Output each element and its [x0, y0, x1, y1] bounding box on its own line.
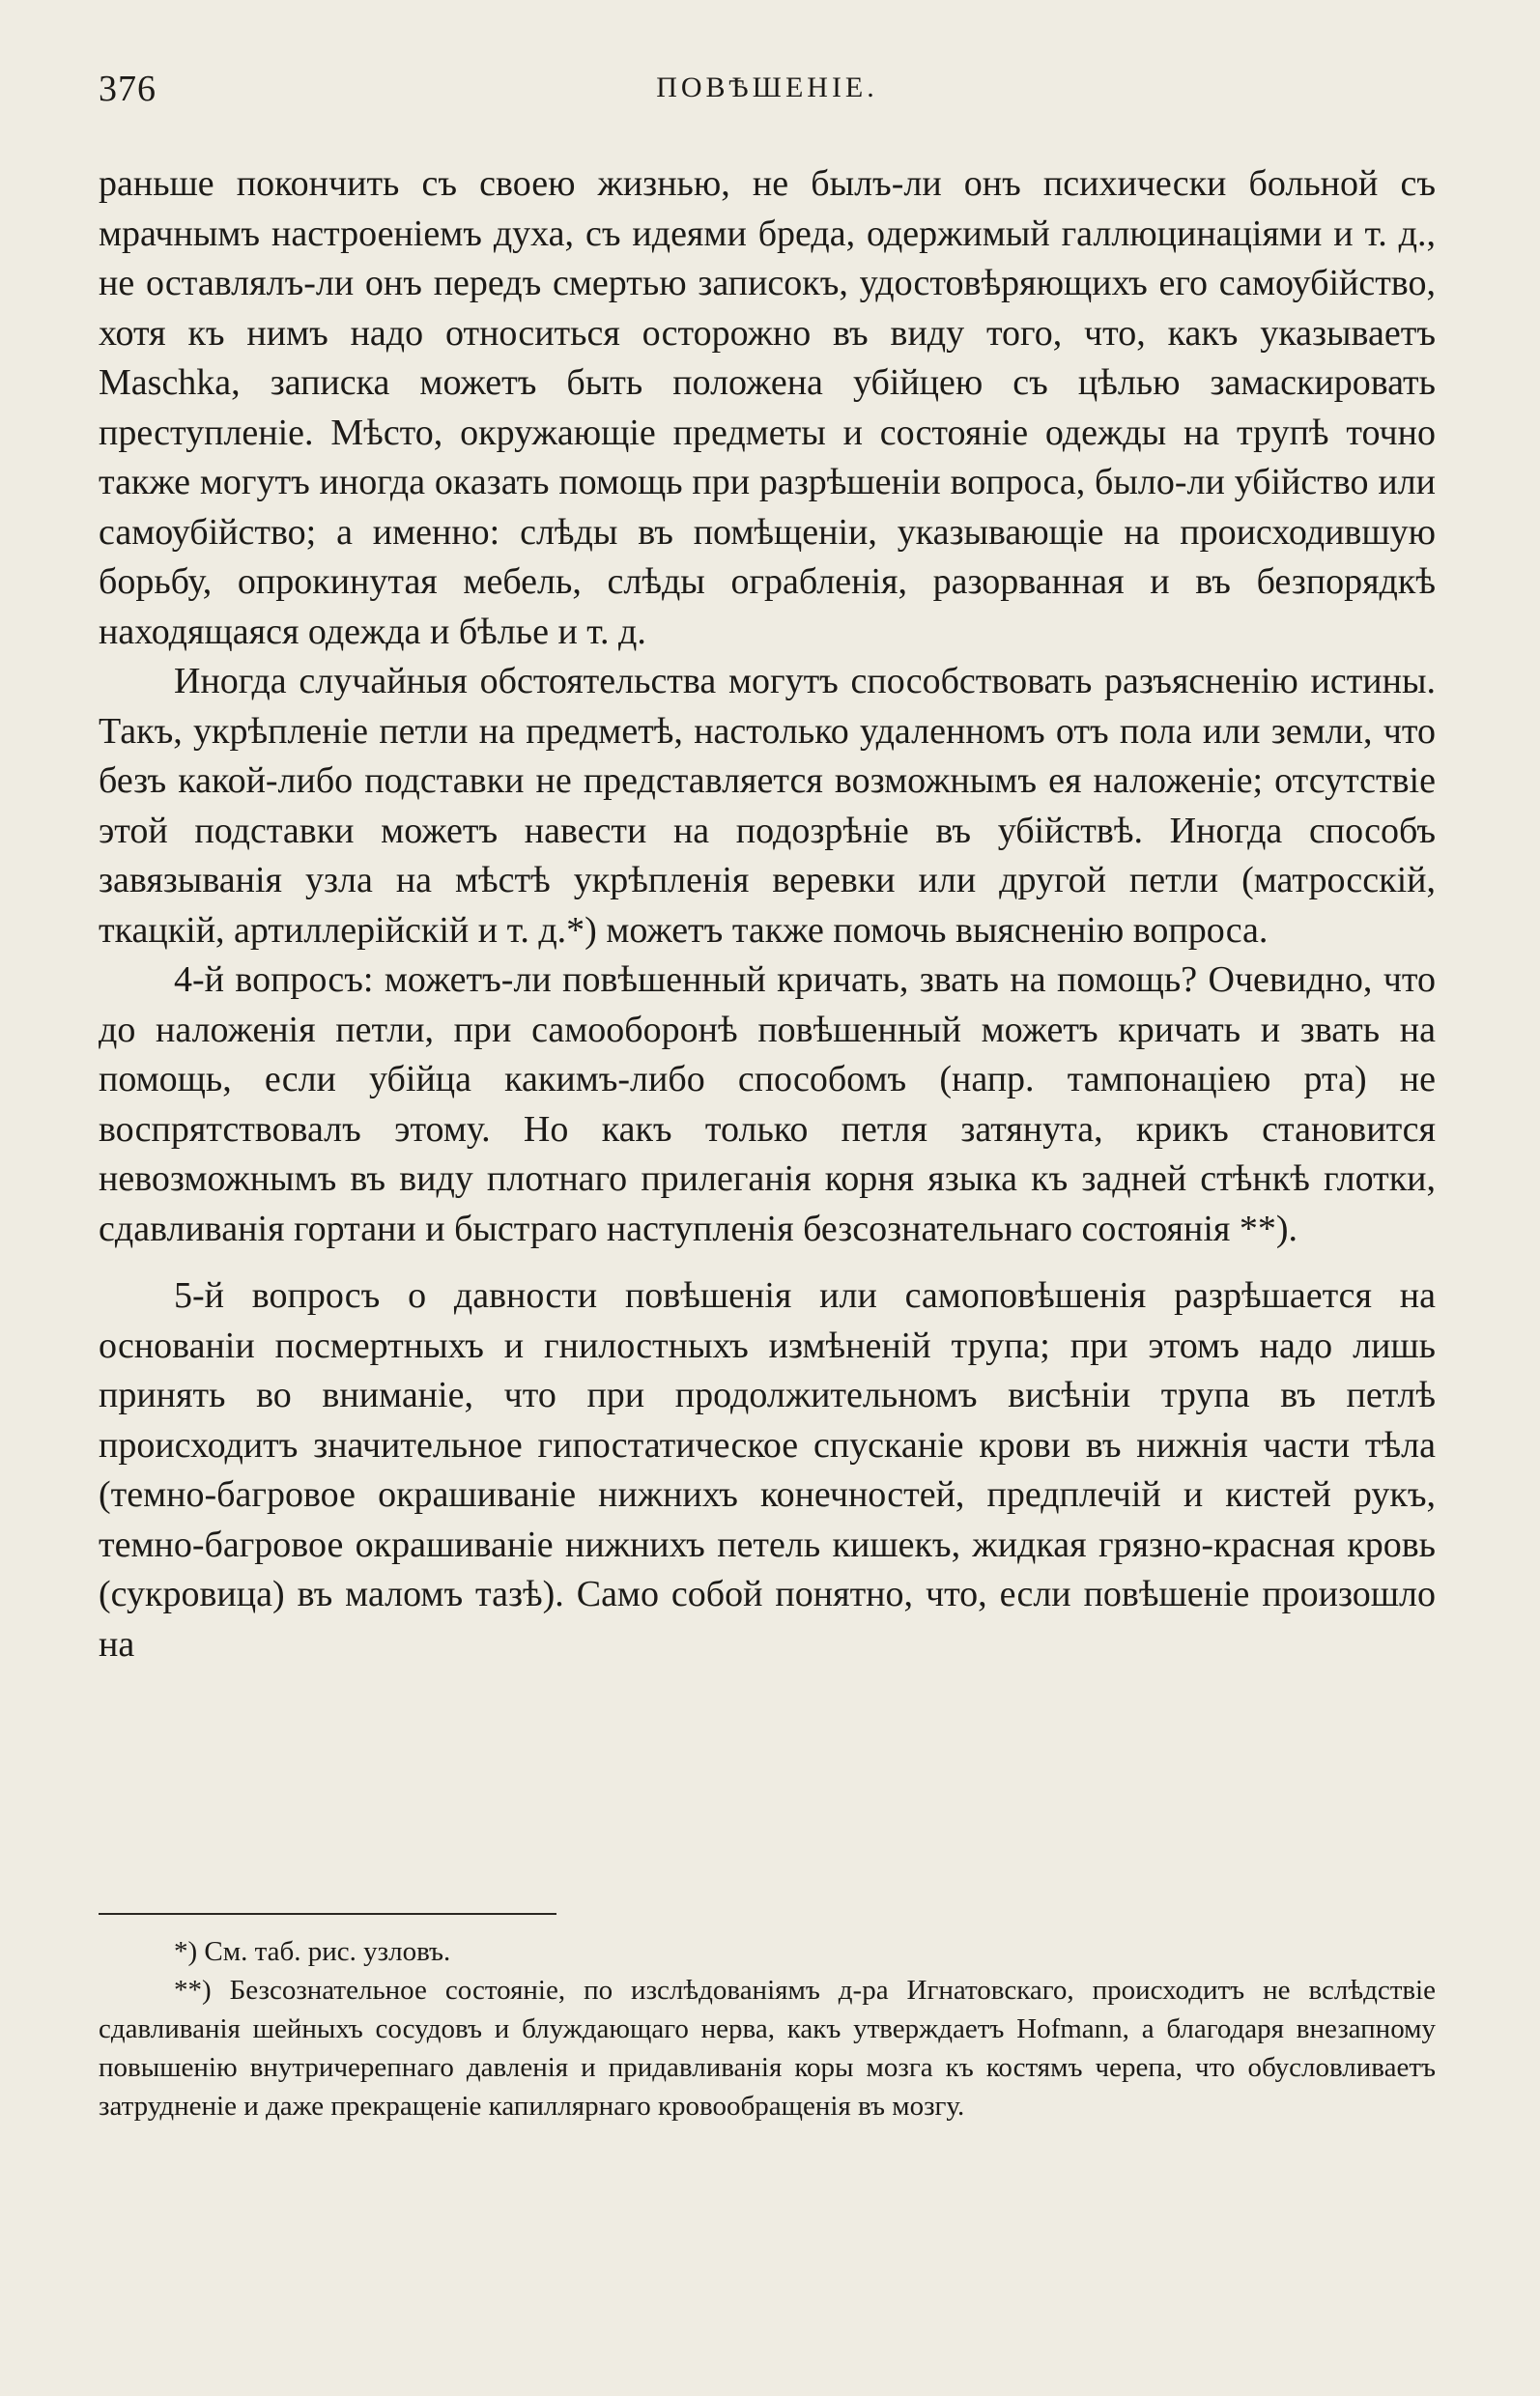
running-title: ПОВѢШЕНІЕ. — [656, 71, 878, 103]
main-text — [99, 159, 1436, 1669]
paragraph-question-4: 4-й вопросъ: можетъ-ли повѣшенный кричать, звать на помощь? Очевидно, что до наложенія петли, при самооборонѣ повѣшенный можетъ кричать и звать на помощь, если убійца какимъ-либо способомъ (напр. тампонаціею рта) не воспрятствовалъ этому. Но какъ только петля затянута, крикъ становится невозможнымъ въ виду плотнаго прилеганія корня языка къ задней стѣнкѣ глотки, сдавливанія гортани и быстраго наступленія безсознательнаго состоянія **). — [99, 959, 1436, 1249]
footnote-divider — [99, 1913, 556, 1915]
paragraph-continued: раньше покончить съ своею жизнью, не былъ-ли онъ психически больной съ мрачнымъ настроеніемъ духа, съ идеями бреда, одержимый галлюцинаціями и т. д., не оставлялъ-ли онъ передъ смертью записокъ, удостовѣряющихъ его самоубійство, хотя къ нимъ надо относиться осторожно въ виду того, что, какъ указываетъ Maschka, записка можетъ быть положена убійцею съ цѣлью замаскировать преступленіе. Мѣсто, окружающіе предметы и состояніе одежды на трупѣ точно также могутъ иногда оказать помощь при разрѣшеніи вопроса, было-ли убійство или самоубійство; а именно: слѣды въ помѣщеніи, указывающіе на происходившую борьбу, опрокинутая мебель, слѣды ограбленія, разорванная и въ безпорядкѣ находящаяся одежда и бѣлье и т. д. — [99, 163, 1436, 652]
footnote-2: **) Безсознательное состояніе, по изслѣдованіямъ д-ра Игнатовскаго, происходитъ не вслѣдствіе сдавливанія шейныхъ сосудовъ и блуждающаго нерва, какъ утверждаетъ Hofmann, а благодаря внезапному повышенію внутричерепнаго давленія и придавливанія коры мозга къ костямъ черепа, что обусловливаетъ затрудненіе и даже прекращеніе капиллярнаго кровообращенія въ мозгу. — [99, 1975, 1436, 2122]
footnote-1: *) См. таб. рис. узловъ. — [174, 1936, 451, 1967]
paragraph-circumstances: Иногда случайныя обстоятельства могутъ способствовать разъясненію истины. Такъ, укрѣпленіе петли на предметѣ, настолько удаленномъ отъ пола или земли, что безъ какой-либо подставки не представляется возможнымъ ея наложеніе; отсутствіе этой подставки можетъ навести на подозрѣніе въ убійствѣ. Иногда способъ завязыванія узла на мѣстѣ укрѣпленія веревки или другой петли (матросскій, ткацкій, артиллерійскій и т. д.*) можетъ также помочь выясненію вопроса. — [99, 661, 1436, 951]
footnotes — [99, 1932, 1436, 2125]
page-number: 376 — [99, 69, 157, 109]
paragraph-question-5: 5-й вопросъ о давности повѣшенія или самоповѣшенія разрѣшается на основаніи посмертныхъ и гнилостныхъ измѣненій трупа; при этомъ надо лишь принять во вниманіе, что при продолжительномъ висѣніи трупа въ петлѣ происходитъ значительное гипостатическое спусканіе крови въ нижнія части тѣла (темно-багровое окрашиваніе нижнихъ конечностей, предплечій и кистей рукъ, темно-багровое окрашиваніе нижнихъ петель кишекъ, жидкая грязно-красная кровь (сукровица) въ маломъ тазѣ). Само собой понятно, что, если повѣшеніе произошло на — [99, 1275, 1436, 1665]
page-header — [99, 68, 1436, 116]
